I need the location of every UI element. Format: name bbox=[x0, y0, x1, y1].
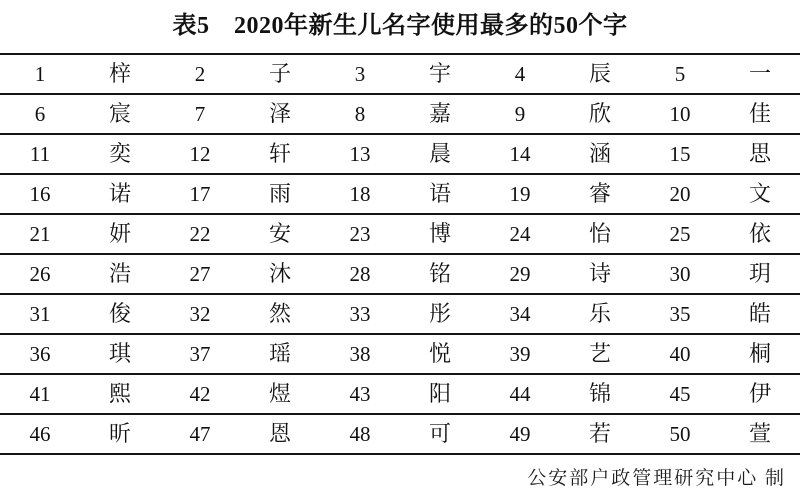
character-cell: 可 bbox=[428, 421, 451, 446]
character-cell: 艺 bbox=[588, 341, 611, 366]
character-cell: 乐 bbox=[588, 301, 611, 326]
rank-cell: 9 bbox=[514, 102, 526, 126]
rank-cell: 38 bbox=[349, 342, 371, 366]
rank-cell: 4 bbox=[514, 62, 526, 86]
rank-cell: 7 bbox=[194, 102, 206, 126]
rank-cell: 3 bbox=[354, 62, 366, 86]
character-cell: 睿 bbox=[588, 181, 611, 206]
ranking-table bbox=[0, 53, 800, 455]
table-row bbox=[0, 335, 800, 375]
rank-cell: 10 bbox=[669, 102, 691, 126]
character-cell: 辰 bbox=[588, 61, 611, 86]
character-cell: 然 bbox=[268, 301, 291, 326]
rank-cell: 1 bbox=[34, 62, 46, 86]
character-cell: 俊 bbox=[108, 301, 131, 326]
character-cell: 依 bbox=[748, 221, 771, 246]
character-cell: 桐 bbox=[748, 341, 771, 366]
character-cell: 语 bbox=[428, 181, 451, 206]
character-cell: 诗 bbox=[588, 261, 611, 286]
character-cell: 恩 bbox=[268, 421, 291, 446]
rank-cell: 39 bbox=[509, 342, 531, 366]
rank-cell: 8 bbox=[354, 102, 366, 126]
table-row bbox=[0, 415, 800, 455]
character-cell: 若 bbox=[588, 421, 611, 446]
table-row bbox=[0, 375, 800, 415]
rank-cell: 2 bbox=[194, 62, 206, 86]
character-cell: 伊 bbox=[748, 381, 771, 406]
character-cell: 宸 bbox=[108, 101, 131, 126]
character-cell: 萱 bbox=[748, 421, 771, 446]
rank-cell: 48 bbox=[349, 422, 371, 446]
character-cell: 彤 bbox=[428, 301, 451, 326]
character-cell: 昕 bbox=[108, 421, 131, 446]
rank-cell: 14 bbox=[509, 142, 531, 166]
rank-cell: 6 bbox=[34, 102, 46, 126]
table-row bbox=[0, 295, 800, 335]
rank-cell: 45 bbox=[669, 382, 691, 406]
character-cell: 阳 bbox=[428, 381, 451, 406]
character-cell: 沐 bbox=[268, 261, 291, 286]
rank-cell: 24 bbox=[509, 222, 531, 246]
character-cell: 一 bbox=[748, 61, 771, 86]
rank-cell: 32 bbox=[189, 302, 211, 326]
character-cell: 悦 bbox=[428, 341, 451, 366]
rank-cell: 50 bbox=[669, 422, 691, 446]
rank-cell: 13 bbox=[349, 142, 371, 166]
rank-cell: 36 bbox=[29, 342, 51, 366]
rank-cell: 5 bbox=[674, 62, 686, 86]
character-cell: 奕 bbox=[108, 141, 131, 166]
rank-cell: 23 bbox=[349, 222, 371, 246]
table-row bbox=[0, 135, 800, 175]
character-cell: 锦 bbox=[588, 381, 611, 406]
table-row bbox=[0, 255, 800, 295]
rank-cell: 44 bbox=[509, 382, 531, 406]
rank-cell: 28 bbox=[349, 262, 371, 286]
character-cell: 子 bbox=[268, 61, 291, 86]
source-credit: 公安部户政管理研究中心 制 bbox=[527, 468, 786, 489]
table-title: 表5 2020年新生儿名字使用最多的50个字 bbox=[172, 13, 628, 39]
character-cell: 铭 bbox=[428, 261, 451, 286]
character-cell: 怡 bbox=[588, 221, 611, 246]
rank-cell: 46 bbox=[29, 422, 51, 446]
character-cell: 思 bbox=[748, 141, 771, 166]
character-cell: 煜 bbox=[268, 381, 291, 406]
character-cell: 梓 bbox=[108, 61, 131, 86]
character-cell: 泽 bbox=[268, 101, 291, 126]
table-row bbox=[0, 215, 800, 255]
character-cell: 轩 bbox=[268, 141, 291, 166]
rank-cell: 26 bbox=[29, 262, 51, 286]
rank-cell: 41 bbox=[29, 382, 51, 406]
rank-cell: 11 bbox=[29, 142, 51, 166]
rank-cell: 19 bbox=[509, 182, 531, 206]
rank-cell: 37 bbox=[189, 342, 211, 366]
rank-cell: 34 bbox=[509, 302, 531, 326]
rank-cell: 35 bbox=[669, 302, 691, 326]
rank-cell: 33 bbox=[349, 302, 371, 326]
character-cell: 琪 bbox=[108, 341, 131, 366]
character-cell: 瑶 bbox=[268, 341, 291, 366]
rank-cell: 20 bbox=[669, 182, 691, 206]
character-cell: 嘉 bbox=[428, 101, 451, 126]
table-row bbox=[0, 95, 800, 135]
character-cell: 涵 bbox=[588, 141, 611, 166]
rank-cell: 22 bbox=[189, 222, 211, 246]
rank-cell: 49 bbox=[509, 422, 531, 446]
character-cell: 熙 bbox=[108, 381, 131, 406]
character-cell: 诺 bbox=[108, 181, 131, 206]
rank-cell: 25 bbox=[669, 222, 691, 246]
rank-cell: 40 bbox=[669, 342, 691, 366]
character-cell: 博 bbox=[428, 221, 451, 246]
character-cell: 雨 bbox=[268, 181, 291, 206]
table-row bbox=[0, 55, 800, 95]
character-cell: 晨 bbox=[428, 141, 451, 166]
character-cell: 安 bbox=[268, 221, 291, 246]
rank-cell: 31 bbox=[29, 302, 51, 326]
rank-cell: 30 bbox=[669, 262, 691, 286]
character-cell: 妍 bbox=[108, 221, 131, 246]
character-cell: 玥 bbox=[748, 261, 771, 286]
character-cell: 宇 bbox=[428, 61, 451, 86]
rank-cell: 43 bbox=[349, 382, 371, 406]
rank-cell: 15 bbox=[669, 142, 691, 166]
table-row bbox=[0, 175, 800, 215]
character-cell: 欣 bbox=[588, 101, 611, 126]
character-cell: 佳 bbox=[748, 101, 771, 126]
rank-cell: 17 bbox=[189, 182, 211, 206]
character-cell: 浩 bbox=[108, 261, 131, 286]
rank-cell: 18 bbox=[349, 182, 371, 206]
rank-cell: 27 bbox=[189, 262, 211, 286]
character-cell: 皓 bbox=[748, 301, 771, 326]
character-cell: 文 bbox=[748, 181, 771, 206]
rank-cell: 12 bbox=[189, 142, 211, 166]
rank-cell: 29 bbox=[509, 262, 531, 286]
rank-cell: 21 bbox=[29, 222, 51, 246]
rank-cell: 42 bbox=[189, 382, 211, 406]
rank-cell: 16 bbox=[29, 182, 51, 206]
rank-cell: 47 bbox=[189, 422, 211, 446]
